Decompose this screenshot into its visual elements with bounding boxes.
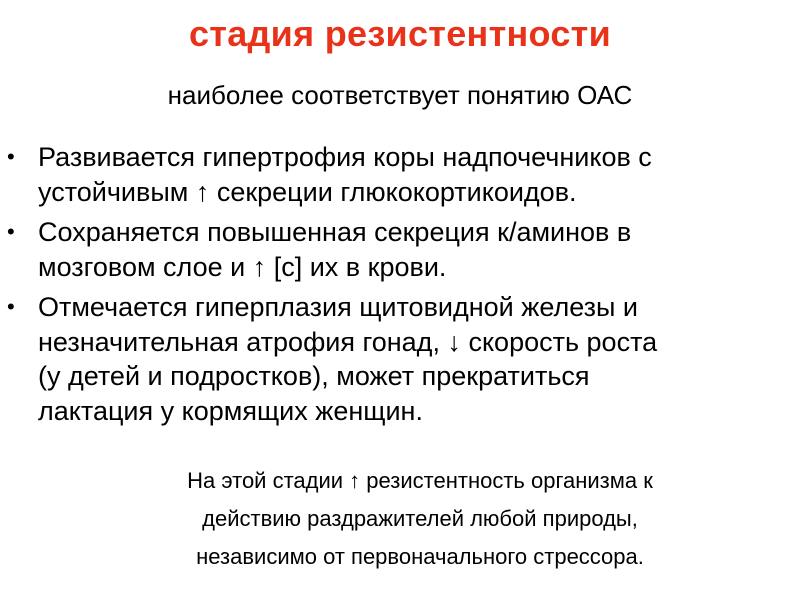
bullet-list: [0, 140, 800, 434]
bullet-line: лактация у кормящих женщин.: [38, 395, 423, 426]
bullet-item: [0, 290, 800, 428]
conclusion-line: На этой стадии ↑ резистентность организма к: [187, 468, 653, 493]
bullet-icon: •: [7, 144, 15, 169]
conclusion-line: действию раздражителей любой природы,: [202, 506, 638, 531]
bullet-line: Сохраняется повышенная секреция к/аминов в: [38, 217, 632, 247]
bullet-icon: •: [7, 294, 15, 319]
bullet-line: незначительная атрофия гонад, ↓ скорость роста: [38, 326, 658, 357]
slide-subtitle: наиболее соответствует понятию ОАС: [167, 80, 633, 110]
conclusion-text: [120, 462, 720, 576]
bullet-item: [0, 140, 800, 209]
bullet-item: [0, 215, 800, 284]
bullet-line: мозговом слое и ↑ [c] их в крови.: [38, 251, 447, 282]
bullet-line: Отмечается гиперплазия щитовидной железы и: [38, 292, 638, 322]
slide-title: стадия резистентности: [188, 13, 612, 54]
bullet-line: Развивается гипертрофия коры надпочечников с: [38, 142, 652, 172]
bullet-line: (у детей и подростков), может прекратиться: [38, 361, 590, 391]
bullet-icon: •: [7, 219, 15, 244]
bullet-line: устойчивым ↑ секреции глюкокортикоидов.: [38, 176, 577, 207]
conclusion-line: независимо от первоначального стрессора.: [196, 544, 644, 569]
